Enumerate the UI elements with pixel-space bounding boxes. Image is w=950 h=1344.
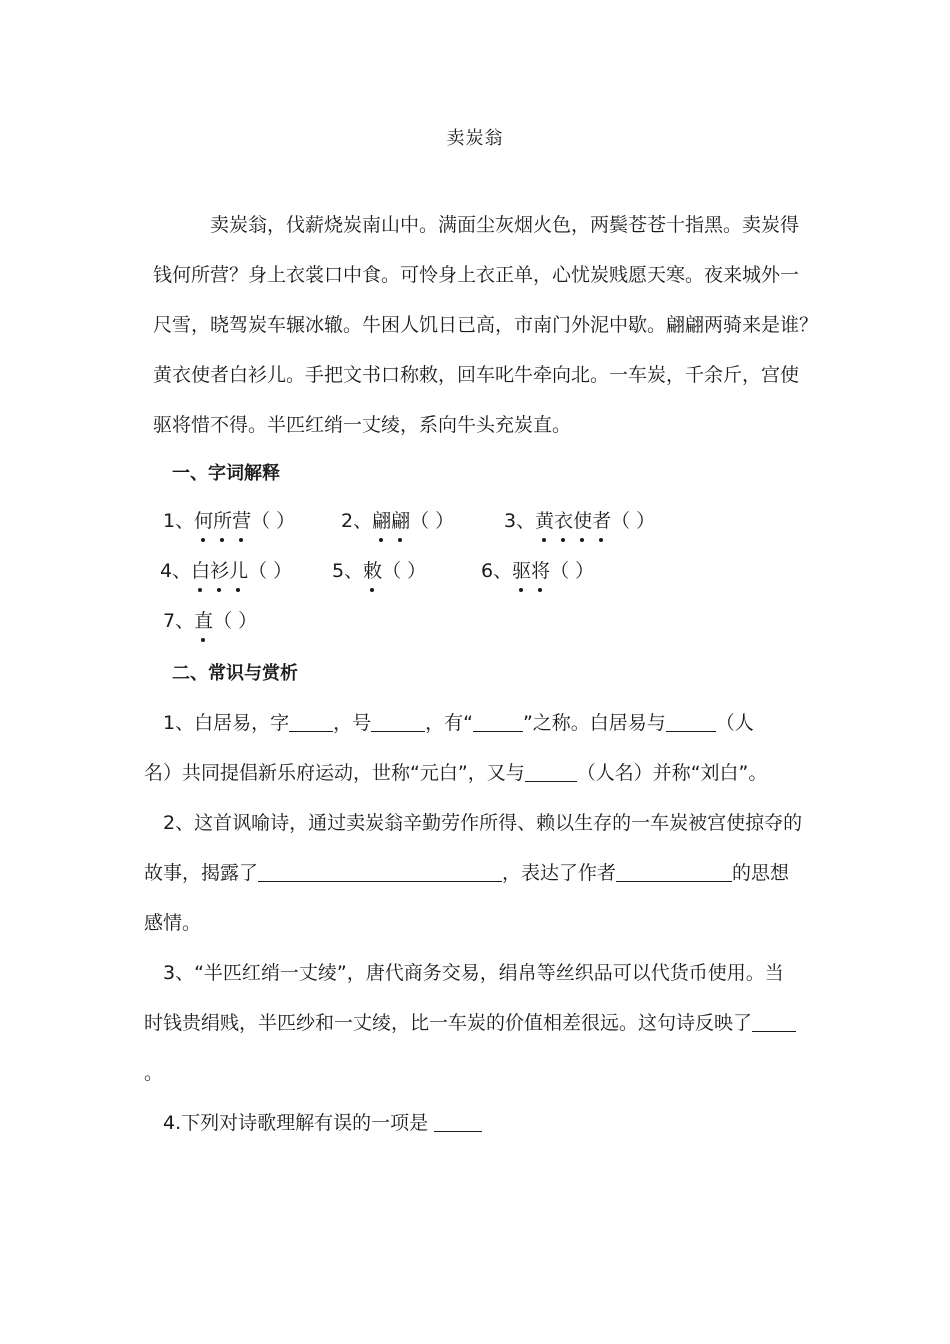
question-text: ，有“ (425, 712, 473, 734)
vocab-word (535, 510, 611, 532)
answer-parens: （ ） (251, 510, 296, 532)
vocab-word-text: 翩翩 (372, 510, 411, 532)
question-text: 的思想 (732, 862, 790, 884)
vocab-row (481, 558, 594, 584)
emphasis-dot (370, 588, 374, 592)
vocab-row (163, 508, 295, 534)
poem-line: 卖炭翁，伐薪烧炭南山中。满面尘灰烟火色，两鬓苍苍十指黑。卖炭得 (210, 214, 800, 236)
emphasis-dot (599, 538, 603, 542)
answer-parens: （ ） (382, 560, 427, 582)
emphasis-dot (201, 538, 205, 542)
emphasis-dot (198, 588, 202, 592)
vocab-word-text: 白衫儿 (191, 560, 249, 582)
question-2-line: 2、这首讽喻诗，通过卖炭翁辛勤劳作所得、赖以生存的一车炭被宫使掠夺的 (163, 812, 803, 834)
question-3-line: 3、“半匹红绡一丈绫”，唐代商务交易，绢帛等丝织品可以代货币使用。当 (163, 962, 784, 984)
answer-blank[interactable] (752, 1011, 796, 1032)
question-3-line: 。 (144, 1062, 164, 1084)
question-text: ”之称。白居易与 (522, 712, 666, 734)
vocab-word (191, 560, 248, 582)
vocab-word (194, 510, 251, 532)
emphasis-dot (580, 538, 584, 542)
emphasis-dot (239, 538, 243, 542)
vocab-number: 5、 (332, 560, 364, 582)
emphasis-dot (398, 538, 402, 542)
vocab-row (163, 608, 257, 634)
emphasis-dot (217, 588, 221, 592)
vocab-row (332, 558, 426, 584)
question-text: 名）共同提倡新乐府运动，世称“元白”，又与 (144, 762, 525, 784)
vocab-number: 7、 (163, 610, 195, 632)
vocab-row (504, 508, 655, 534)
question-text: ，号 (333, 712, 372, 734)
answer-blank[interactable] (616, 861, 732, 882)
vocab-word-text: 驱将 (512, 560, 551, 582)
emphasis-dot (236, 588, 240, 592)
vocab-number: 4、 (160, 560, 192, 582)
vocab-number: 6、 (481, 560, 513, 582)
answer-blank[interactable] (473, 711, 523, 732)
answer-blank[interactable] (371, 711, 425, 732)
question-text: 故事，揭露了 (144, 862, 259, 884)
vocab-row (341, 508, 454, 534)
emphasis-dot (538, 588, 542, 592)
answer-parens: （ ） (410, 510, 455, 532)
answer-blank[interactable] (525, 761, 577, 782)
emphasis-dot (561, 538, 565, 542)
answer-blank[interactable] (289, 711, 333, 732)
question-1-line (163, 710, 754, 736)
answer-parens: （ ） (248, 560, 293, 582)
emphasis-dot (519, 588, 523, 592)
vocab-number: 1、 (163, 510, 195, 532)
answer-parens: （ ） (550, 560, 595, 582)
question-text: （人名）并称“刘白”。 (576, 762, 768, 784)
answer-blank[interactable] (434, 1111, 482, 1132)
vocab-word-text: 直 (194, 610, 214, 632)
answer-blank[interactable] (258, 861, 502, 882)
vocab-word (372, 510, 410, 532)
vocab-word-text: 黄衣使者 (535, 510, 612, 532)
question-1-line (144, 760, 767, 786)
vocab-word (194, 610, 213, 632)
emphasis-dot (379, 538, 383, 542)
vocab-word (363, 560, 382, 582)
answer-parens: （ ） (611, 510, 656, 532)
vocab-word-text: 何所营 (194, 510, 252, 532)
section-heading-vocabulary: 一、字词解释 (172, 463, 280, 484)
vocab-number: 3、 (504, 510, 536, 532)
poem-line: 尺雪，晓驾炭车辗冰辙。牛困人饥日已高，市南门外泥中歇。翩翩两骑来是谁？ (153, 314, 819, 336)
poem-line: 黄衣使者白衫儿。手把文书口称敕，回车叱牛牵向北。一车炭，千余斤，宫使 (153, 364, 800, 386)
answer-parens: （ ） (213, 610, 258, 632)
vocab-word (512, 560, 550, 582)
question-text: ，表达了作者 (502, 862, 617, 884)
question-2-line (144, 860, 789, 886)
question-text: （人 (715, 712, 754, 734)
question-3-line (144, 1010, 796, 1036)
emphasis-dot (220, 538, 224, 542)
question-text: 时钱贵绢贱，半匹纱和一丈绫，比一车炭的价值相差很远。这句诗反映了 (144, 1012, 753, 1034)
section-heading-knowledge: 二、常识与赏析 (172, 663, 298, 684)
answer-blank[interactable] (666, 711, 716, 732)
question-text: 1、白居易，字 (163, 712, 290, 734)
question-4-line (163, 1110, 482, 1136)
poem-line: 驱将惜不得。半匹红绡一丈绫，系向牛头充炭直。 (153, 414, 572, 436)
vocab-word-text: 敕 (363, 560, 383, 582)
emphasis-dot (201, 638, 205, 642)
vocab-row (160, 558, 292, 584)
question-text: 4.下列对诗歌理解有误的一项是 (163, 1112, 435, 1134)
question-2-line: 感情。 (144, 912, 202, 934)
emphasis-dot (542, 538, 546, 542)
poem-line: 钱何所营？身上衣裳口中食。可怜身上衣正单，心忧炭贱愿天寒。夜来城外一 (153, 264, 800, 286)
vocab-number: 2、 (341, 510, 373, 532)
page-title: 卖炭翁 (446, 128, 504, 149)
